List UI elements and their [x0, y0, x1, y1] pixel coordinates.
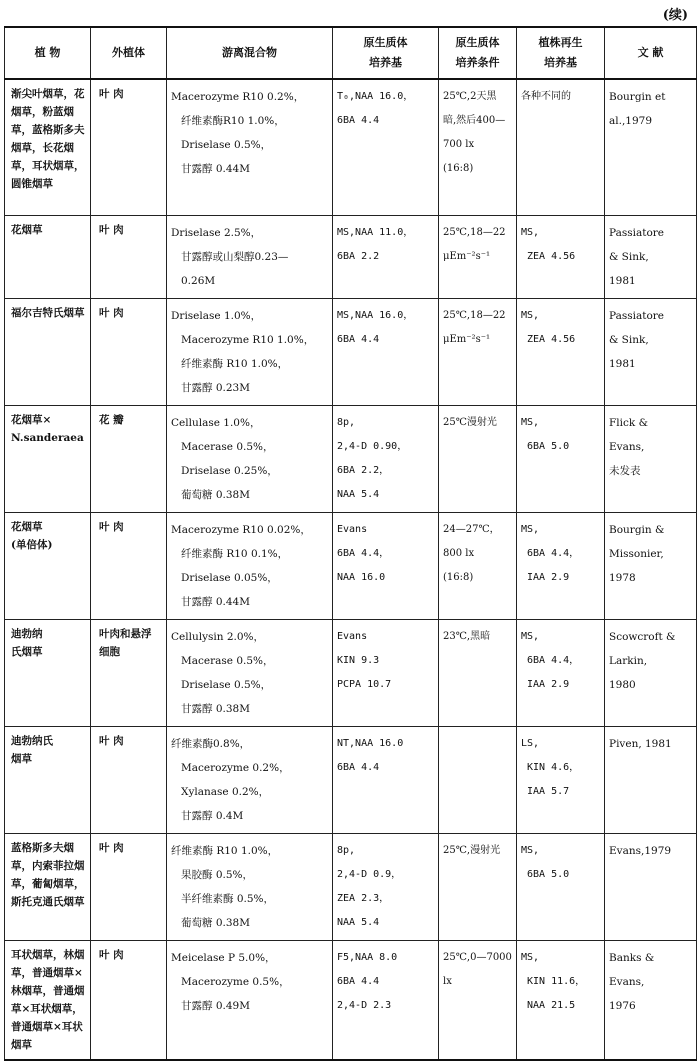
cell-line: 25℃,0—7000: [443, 951, 512, 963]
cell-line: Macerozyme R10 1.0%，: [181, 333, 315, 346]
plant-cell: [5, 726, 91, 833]
regeneration-medium-cell: [517, 726, 605, 833]
cell-line: MS,: [521, 523, 540, 535]
cell-line: 纤维素酶 R10 1.0%，: [171, 844, 279, 857]
cell-line: NAA 21.5: [527, 999, 576, 1011]
cell-line: 花烟草: [11, 520, 43, 533]
cell-line: 1978: [609, 571, 636, 584]
cell-line: 25℃,2天黑: [443, 91, 497, 102]
header-line: 培养条件: [455, 56, 500, 69]
plant-cell: [5, 512, 91, 619]
cell-line: & Sink,: [609, 250, 649, 263]
cell-line: ZEA 4.56: [527, 250, 576, 262]
cell-line: F5,NAA 8.0: [337, 951, 398, 963]
cell-line: Bourgin et: [609, 91, 666, 103]
cell-line: (单倍体): [11, 538, 53, 551]
cell-line: 迪勃纳氏: [11, 734, 53, 747]
culture-medium-cell: [333, 298, 439, 405]
header-line: 原生质体: [455, 36, 500, 49]
cell-line: Macerozyme R10 0.02%，: [171, 523, 311, 536]
cell-line: 2,4-D 0.90，: [337, 440, 408, 452]
cell-line: 6BA 4.4: [337, 333, 380, 345]
cell-line: 6BA 4.4: [337, 975, 380, 987]
enzyme-mixture-cell: [167, 833, 333, 940]
culture-conditions-cell: [439, 512, 517, 619]
cell-line: 8p,: [337, 416, 356, 428]
header-plant: 植 物: [5, 27, 91, 79]
cell-line: Macerozyme R10 0.2%，: [171, 91, 305, 103]
cell-line: MS,: [521, 309, 540, 321]
cell-line: Evans,1979: [609, 844, 672, 857]
cell-line: 叶肉和悬浮: [99, 627, 152, 640]
cell-line: NT,NAA 16.0: [337, 737, 404, 749]
explant-cell: [91, 405, 167, 512]
cell-line: Passiatore: [609, 226, 665, 239]
cell-line: Driselase 0.5%，: [181, 678, 272, 691]
reference-cell: [605, 619, 697, 726]
culture-medium-cell: [333, 215, 439, 298]
cell-line: ZEA 4.56: [527, 333, 576, 345]
cell-line: 甘露醇或山梨醇0.23—: [181, 250, 289, 263]
cell-line: Flick &: [609, 416, 648, 429]
cell-line: (16:8): [443, 163, 474, 174]
cell-line: lx: [443, 975, 452, 987]
cell-line: IAA 2.9: [527, 678, 570, 690]
enzyme-mixture-cell: [167, 726, 333, 833]
cell-line: 叶 肉: [99, 841, 124, 854]
culture-conditions-cell: [439, 215, 517, 298]
cell-line: Missonier,: [609, 547, 664, 560]
cell-line: MS,: [521, 951, 540, 963]
cell-line: 1981: [609, 274, 636, 287]
cell-line: 1976: [609, 999, 636, 1012]
table-row: [5, 79, 697, 215]
reference-cell: [605, 79, 697, 215]
cell-line: 甘露醇 0.4M: [181, 809, 244, 822]
reference-cell: [605, 405, 697, 512]
cell-line: Meicelase P 5.0%，: [171, 951, 276, 964]
header-reference: 文 献: [605, 27, 697, 79]
cell-line: 6BA 4.4，: [527, 547, 580, 559]
reference-cell: [605, 298, 697, 405]
explant-cell: [91, 726, 167, 833]
cell-line: 8p,: [337, 844, 356, 856]
cell-line: 0.26M: [181, 274, 216, 287]
cell-line: 未发表: [609, 464, 641, 477]
header-culture-conditions: [439, 27, 517, 79]
cell-line: 25℃,18—22: [443, 226, 506, 238]
cell-line: 25℃漫射光: [443, 416, 497, 428]
cell-line: 25℃,漫射光: [443, 844, 501, 856]
cell-line: 叶 肉: [99, 734, 124, 747]
cell-line: & Sink,: [609, 333, 649, 346]
enzyme-mixture-cell: [167, 619, 333, 726]
cell-line: 6BA 2.2: [337, 250, 380, 262]
cell-line: 甘露醇 0.44M: [181, 595, 250, 608]
cell-line: 纤维素酶 R10 0.1%，: [181, 547, 289, 560]
table-row: [5, 619, 697, 726]
reference-cell: [605, 512, 697, 619]
cell-line: 果胶酶 0.5%，: [181, 868, 254, 881]
cell-line: KIN 9.3: [337, 654, 380, 666]
regeneration-medium-cell: [517, 405, 605, 512]
reference-cell: [605, 215, 697, 298]
cell-line: μEm⁻²s⁻¹: [443, 250, 490, 262]
culture-conditions-cell: [439, 940, 517, 1060]
cell-line: 迪勃纳: [11, 627, 43, 640]
cell-line: 23℃,黑暗: [443, 630, 491, 642]
cell-line: Piven, 1981: [609, 737, 672, 750]
cell-line: 甘露醇 0.38M: [181, 702, 250, 715]
cell-line: 福尔吉特氏烟草: [11, 306, 85, 319]
cell-line: al.,1979: [609, 115, 653, 127]
header-line: 培养基: [369, 56, 402, 69]
cell-line: Evans,: [609, 440, 645, 453]
explant-cell: [91, 215, 167, 298]
cell-line: μEm⁻²s⁻¹: [443, 333, 490, 345]
explant-cell: [91, 79, 167, 215]
reference-cell: [605, 940, 697, 1060]
enzyme-mixture-cell: [167, 512, 333, 619]
cell-line: Driselase 0.5%，: [181, 139, 272, 151]
cell-line: 2,4-D 0.9，: [337, 868, 402, 880]
regeneration-medium-cell: [517, 619, 605, 726]
cell-line: 花烟草×: [11, 413, 52, 426]
enzyme-mixture-cell: [167, 298, 333, 405]
plant-cell: [5, 215, 91, 298]
cell-line: NAA 5.4: [337, 916, 380, 928]
cell-line: Cellulase 1.0%，: [171, 416, 261, 429]
cell-line: 葡萄糖 0.38M: [181, 916, 250, 929]
regeneration-medium-cell: [517, 215, 605, 298]
header-enzyme: 游离混合物: [167, 27, 333, 79]
cell-line: 2,4-D 2.3: [337, 999, 392, 1011]
cell-line: (16:8): [443, 571, 474, 583]
cell-line: MS,: [521, 844, 540, 856]
plant-cell: [5, 405, 91, 512]
cell-line: Driselase 0.05%，: [181, 571, 278, 584]
explant-cell: [91, 940, 167, 1060]
cell-line: Passiatore: [609, 309, 665, 322]
plant-cell: [5, 79, 91, 215]
regeneration-medium-cell: [517, 79, 605, 215]
culture-medium-cell: [333, 619, 439, 726]
culture-conditions-cell: [439, 298, 517, 405]
cell-line: 6BA 4.4: [337, 115, 380, 126]
plant-cell: [5, 833, 91, 940]
cell-line: Banks &: [609, 951, 655, 964]
cell-line: NAA 5.4: [337, 488, 380, 500]
cell-line: 6BA 4.4，: [527, 654, 580, 666]
cell-line: PCPA 10.7: [337, 678, 392, 690]
cell-line: 纤维素酶R10 1.0%，: [181, 115, 285, 127]
explant-cell: [91, 512, 167, 619]
cell-line: Larkin,: [609, 654, 648, 667]
culture-conditions-cell: [439, 833, 517, 940]
cell-line: 暗,然后400—: [443, 115, 506, 126]
explant-cell: [91, 619, 167, 726]
cell-line: MS,NAA 11.0，: [337, 226, 414, 238]
cell-line: 800 lx: [443, 547, 475, 559]
cell-line: 6BA 4.4: [337, 761, 380, 773]
table-header-row: [5, 27, 697, 79]
cell-line: Evans: [337, 523, 368, 535]
cell-line: 24—27℃，: [443, 523, 500, 535]
cell-line: 6BA 5.0: [527, 868, 570, 880]
culture-medium-cell: [333, 79, 439, 215]
cell-line: Driselase 2.5%，: [171, 226, 262, 239]
header-line: 植株再生: [538, 36, 583, 49]
culture-medium-cell: [333, 405, 439, 512]
table-row: [5, 298, 697, 405]
plant-cell: [5, 298, 91, 405]
header-explant: 外植体: [91, 27, 167, 79]
table-row: [5, 940, 697, 1060]
cell-line: Macerase 0.5%，: [181, 654, 274, 667]
regeneration-medium-cell: [517, 298, 605, 405]
explant-cell: [91, 298, 167, 405]
cell-line: 1981: [609, 357, 636, 370]
cell-line: T₀,NAA 16.0，: [337, 91, 414, 102]
table-row: [5, 512, 697, 619]
cell-line: NAA 16.0: [337, 571, 386, 583]
cell-line: 葡萄糖 0.38M: [181, 488, 250, 501]
table-row: [5, 833, 697, 940]
protoplast-table: [4, 26, 697, 1061]
plant-cell: [5, 940, 91, 1060]
cell-line: 半纤维素酶 0.5%，: [181, 892, 275, 905]
cell-line: ZEA 2.3，: [337, 892, 390, 904]
cell-line: 叶 肉: [99, 948, 124, 961]
cell-line: 纤维素酶 R10 1.0%，: [181, 357, 289, 370]
culture-medium-cell: [333, 726, 439, 833]
header-line: 原生质体: [363, 36, 408, 49]
cell-line: 叶 肉: [99, 223, 124, 236]
cell-line: Bourgin &: [609, 523, 665, 536]
cell-line: 细胞: [99, 645, 120, 658]
cell-line: 渐尖叶烟草，花烟草，粉蓝烟草，蓝格斯多夫烟草，长花烟草，耳状烟草，圆锥烟草: [11, 88, 85, 190]
cell-line: 纤维素酶0.8%，: [171, 737, 251, 750]
reference-cell: [605, 833, 697, 940]
cell-line: 6BA 5.0: [527, 440, 570, 452]
cell-line: N.sanderaea: [11, 431, 84, 444]
cell-line: 甘露醇 0.49M: [181, 999, 250, 1012]
cell-line: Evans,: [609, 975, 645, 988]
cell-line: 蓝格斯多夫烟草，内索菲拉烟草，葡匐烟草，斯托克通氏烟草: [11, 841, 85, 908]
header-regeneration-medium: [517, 27, 605, 79]
regeneration-medium-cell: [517, 940, 605, 1060]
cell-line: MS,: [521, 416, 540, 428]
culture-conditions-cell: [439, 79, 517, 215]
cell-line: 25℃,18—22: [443, 309, 506, 321]
cell-line: Driselase 1.0%，: [171, 309, 262, 322]
cell-line: 6BA 2.2，: [337, 464, 390, 476]
culture-medium-cell: [333, 833, 439, 940]
cell-line: 叶 肉: [99, 88, 124, 100]
culture-conditions-cell: [439, 405, 517, 512]
cell-line: 6BA 4.4，: [337, 547, 390, 559]
reference-cell: [605, 726, 697, 833]
cell-line: Scowcroft &: [609, 630, 676, 643]
table-body: [5, 79, 697, 1060]
table-row: [5, 215, 697, 298]
table-row: [5, 405, 697, 512]
cell-line: Macerozyme 0.5%，: [181, 975, 290, 988]
cell-line: KIN 4.6，: [527, 761, 580, 773]
cell-line: 叶 肉: [99, 520, 124, 533]
cell-line: IAA 5.7: [527, 785, 570, 797]
culture-medium-cell: [333, 512, 439, 619]
regeneration-medium-cell: [517, 512, 605, 619]
cell-line: 1980: [609, 678, 636, 691]
cell-line: MS,: [521, 630, 540, 642]
cell-line: LS,: [521, 737, 540, 749]
cell-line: Cellulysin 2.0%，: [171, 630, 265, 643]
explant-cell: [91, 833, 167, 940]
cell-line: 叶 肉: [99, 306, 124, 319]
cell-line: 氏烟草: [11, 645, 43, 658]
cell-line: Evans: [337, 630, 368, 642]
header-culture-medium: [333, 27, 439, 79]
regeneration-medium-cell: [517, 833, 605, 940]
cell-line: 甘露醇 0.23M: [181, 381, 250, 394]
enzyme-mixture-cell: [167, 79, 333, 215]
cell-line: 甘露醇 0.44M: [181, 163, 250, 175]
cell-line: 耳状烟草，林烟草，普通烟草×林烟草，普通烟草×耳状烟草，普通烟草×耳状烟草: [11, 948, 85, 1051]
enzyme-mixture-cell: [167, 215, 333, 298]
cell-line: MS,: [521, 226, 540, 238]
cell-line: Driselase 0.25%，: [181, 464, 278, 477]
cell-line: Macerozyme 0.2%，: [181, 761, 290, 774]
cell-line: IAA 2.9: [527, 571, 570, 583]
cell-line: 700 lx: [443, 139, 475, 150]
culture-medium-cell: [333, 940, 439, 1060]
cell-line: 烟草: [11, 752, 32, 765]
enzyme-mixture-cell: [167, 940, 333, 1060]
cell-line: MS,NAA 16.0，: [337, 309, 414, 321]
continued-label: (续): [662, 8, 688, 23]
culture-conditions-cell: [439, 726, 517, 833]
cell-line: 各种不同的: [521, 91, 571, 102]
cell-line: Xylanase 0.2%，: [181, 785, 270, 798]
header-line: 培养基: [544, 56, 577, 69]
culture-conditions-cell: [439, 619, 517, 726]
plant-cell: [5, 619, 91, 726]
cell-line: 花 瓣: [99, 413, 124, 426]
table-row: [5, 726, 697, 833]
cell-line: 花烟草: [11, 223, 43, 236]
cell-line: KIN 11.6，: [527, 975, 586, 987]
cell-line: Macerase 0.5%，: [181, 440, 274, 453]
enzyme-mixture-cell: [167, 405, 333, 512]
